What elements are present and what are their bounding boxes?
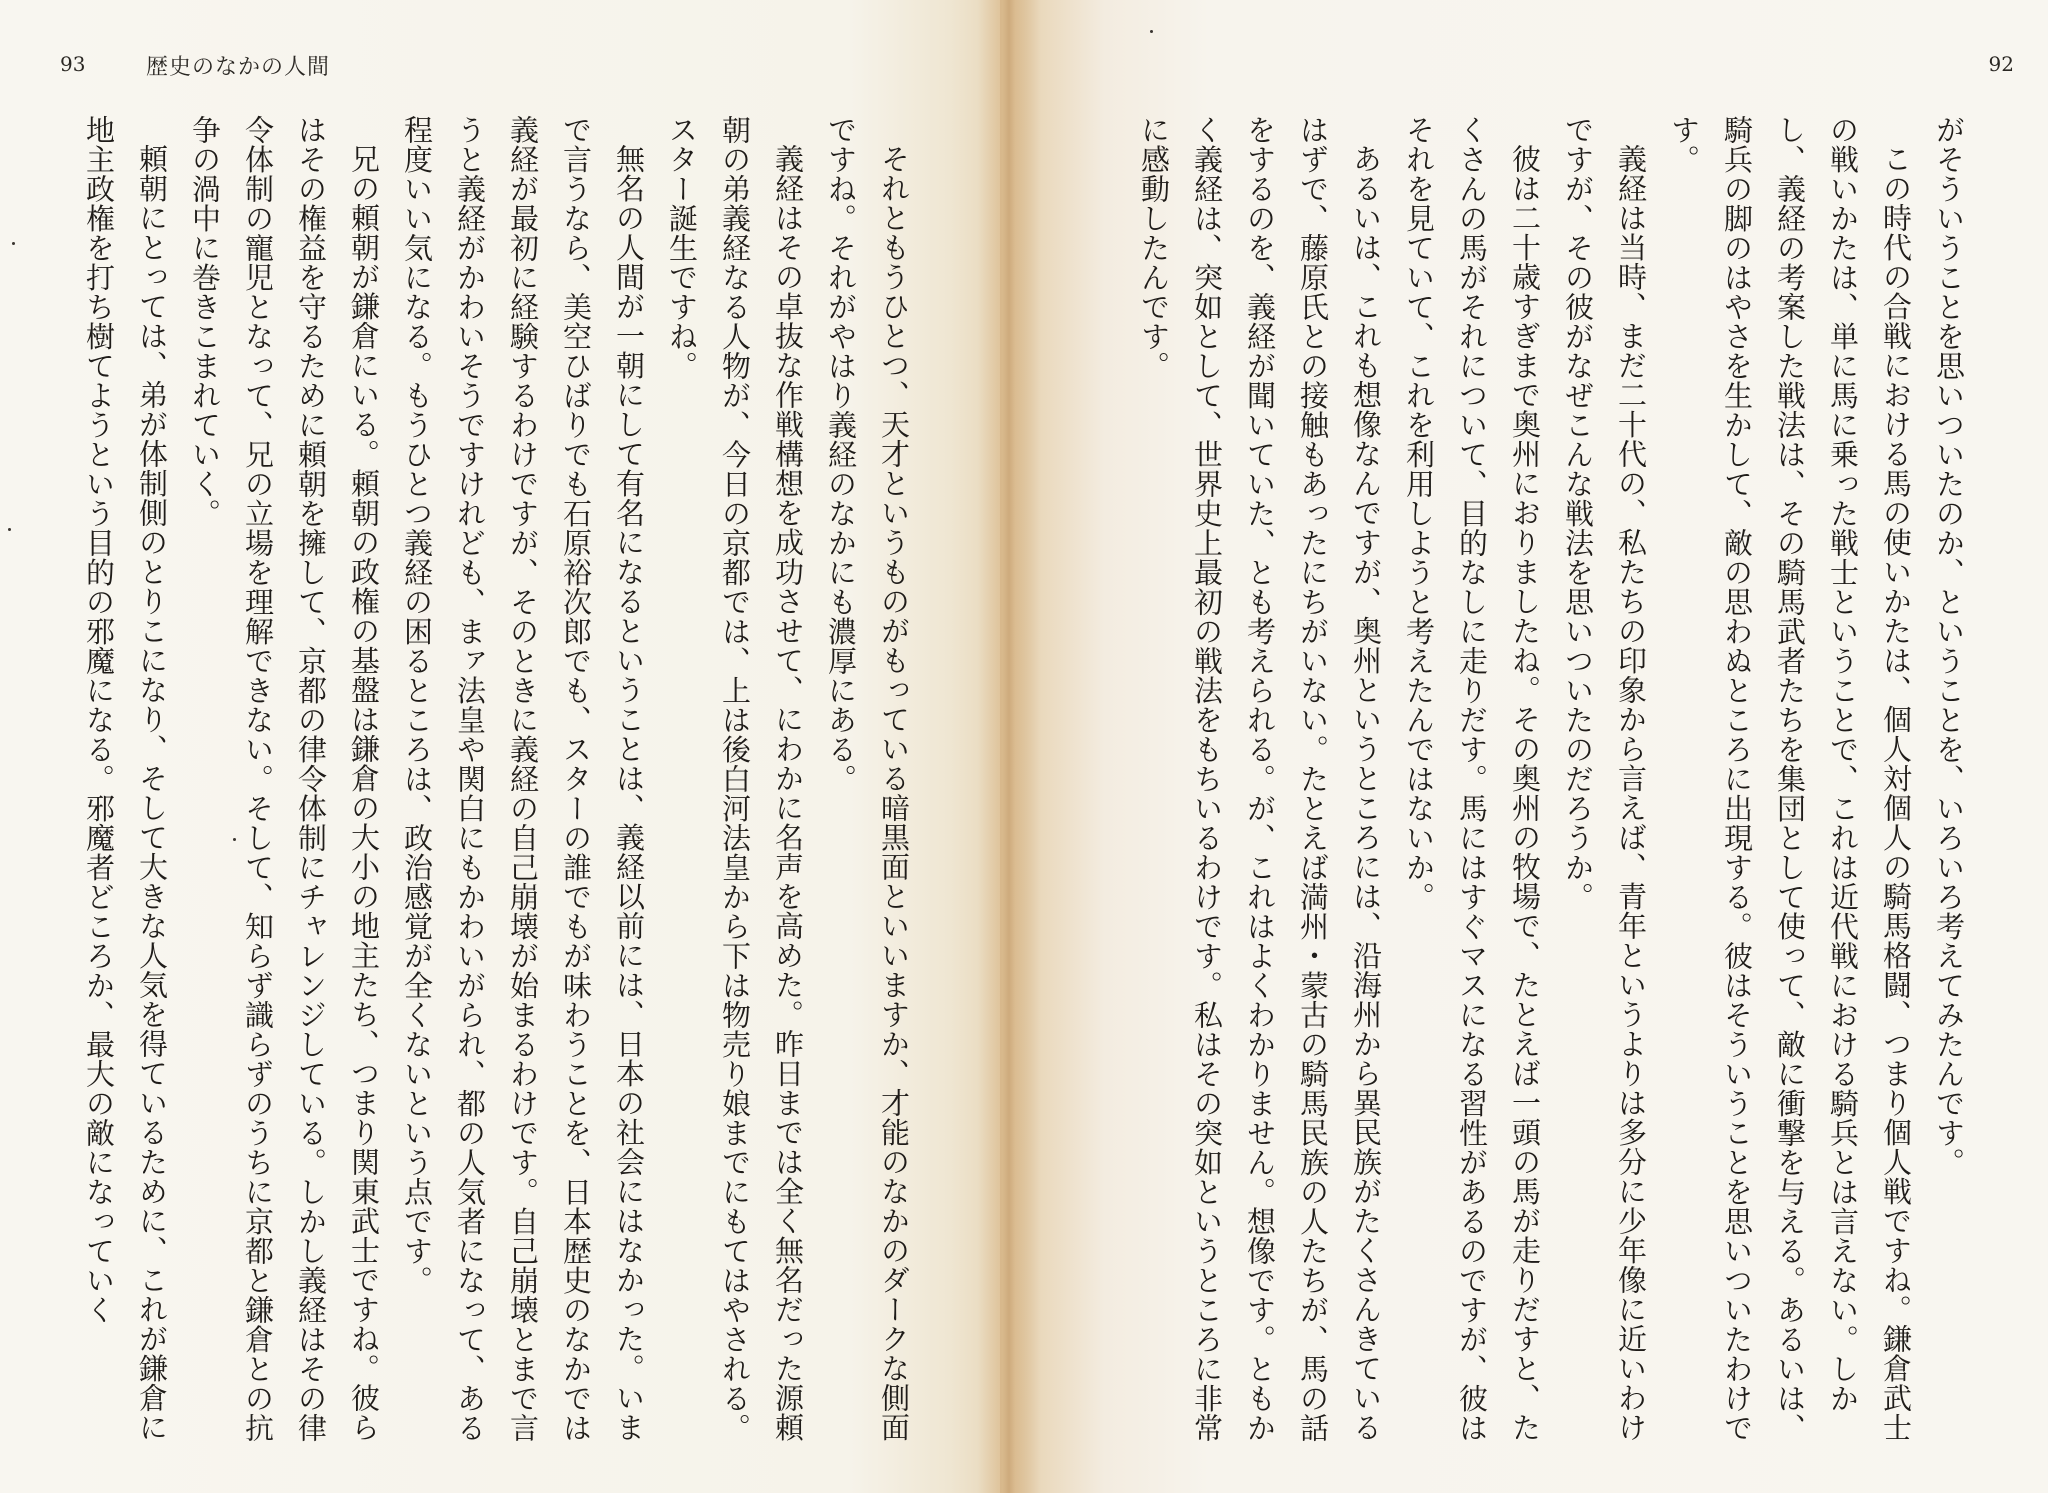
dust-speck xyxy=(12,242,15,245)
dust-speck xyxy=(8,528,11,531)
paragraph: 兄の頼朝が鎌倉にいる。頼朝の政権の基盤は鎌倉の大小の地主たち、つまり関東武士ですね。彼らはその権益を守るために頼朝を擁して、京都の律令体制にチャレンジしている。しかし義経はその律令体制の寵児となって、兄の立場を理解できない。そして、知らず識らずのうちに京都と鎌倉との抗争の渦中に巻きこまれていく。 xyxy=(188,115,381,1443)
paragraph: 彼は二十歳すぎまで奥州におりましたね。その奥州の牧場で、たとえば一頭の馬が走りだすと、たくさんの馬がそれについて、目的なしに走りだす。馬にはすぐマスになる習性があるのですが、彼はそれを見ていて、これを利用しようと考えたんではないか。 xyxy=(1402,115,1542,1443)
right-page-body xyxy=(1137,115,1975,1445)
book-gutter xyxy=(978,0,1040,1493)
dust-speck xyxy=(1150,30,1153,33)
left-page xyxy=(0,0,1000,1493)
paragraph: 頼朝にとっては、弟が体制側のとりこになり、そして大きな人気を得ているために、これが鎌倉に地主政権を打ち樹てようという目的の邪魔になる。邪魔者どころか、最大の敵になっていく xyxy=(82,115,169,1442)
running-head: 歴史のなかの人間 xyxy=(146,55,331,80)
paragraph: あるいは、これも想像なんですが、奥州というところには、沿海州から異民族がたくさんきているはずで、藤原氏との接触もあったにちがいない。たとえば満州・蒙古の騎馬民族の人たちが、馬の話をするのを、義経が聞いていた、とも考えられる。が、これはよくわかりません。想像です。ともかく義経は、突如として、世界史上最初の戦法をもちいるわけです。私はその突如というところに非常に感動したんです。 xyxy=(1137,115,1383,1443)
page-number: 93 xyxy=(60,52,86,76)
paragraph: この時代の合戦における馬の使いかたは、個人対個人の騎馬格闘、つまり個人戦ですね。鎌倉武士の戦いかたは、単に馬に乗った戦士ということで、これは近代戦における騎兵とは言えない。しかし、義経の考案した戦法は、その騎馬武者たちを集団として使って、敵に衝撃を与える。あるいは、騎兵の脚のはやさを生かして、敵の思わぬところに出現する。彼はそういうことを思いついたわけです。 xyxy=(1667,115,1913,1443)
dust-speck xyxy=(233,838,236,841)
paragraph: それともうひとつ、天才というものがもっている暗黒面といいますか、才能のなかのダークな側面ですね。それがやはり義経のなかにも濃厚にある。 xyxy=(824,115,911,1442)
paragraph: がそういうことを思いついたのか、ということを、いろいろ考えてみたんです。 xyxy=(1932,115,1966,1177)
page-number: 92 xyxy=(1988,52,2014,76)
paragraph: 義経はその卓抜な作戦構想を成功させて、にわかに名声を高めた。昨日までは全く無名だった源頼朝の弟義経なる人物が、今日の京都では、上は後白河法皇から下は物売り娘までにもてはやされる。スター誕生ですね。 xyxy=(665,115,805,1443)
paragraph: 義経は当時、まだ二十代の、私たちの印象から言えば、青年というよりは多分に少年像に近いわけですが、その彼がなぜこんな戦法を思いついたのだろうか。 xyxy=(1561,115,1648,1442)
left-page-body xyxy=(82,115,920,1445)
paragraph: 無名の人間が一朝にして有名になるということは、義経以前には、日本の社会にはなかった。いまで言うなら、美空ひばりでも石原裕次郎でも、スターの誰でもが味わうことを、日本歴史のなかでは義経が最初に経験するわけですが、そのときに義経の自己崩壊が始まるわけです。自己崩壊とまで言うと義経がかわいそうですけれども、まァ法皇や関白にもかわいがられ、都の人気者になって、ある程度いい気になる。もうひとつ義経の困るところは、政治感覚が全くないという点です。 xyxy=(400,115,646,1443)
